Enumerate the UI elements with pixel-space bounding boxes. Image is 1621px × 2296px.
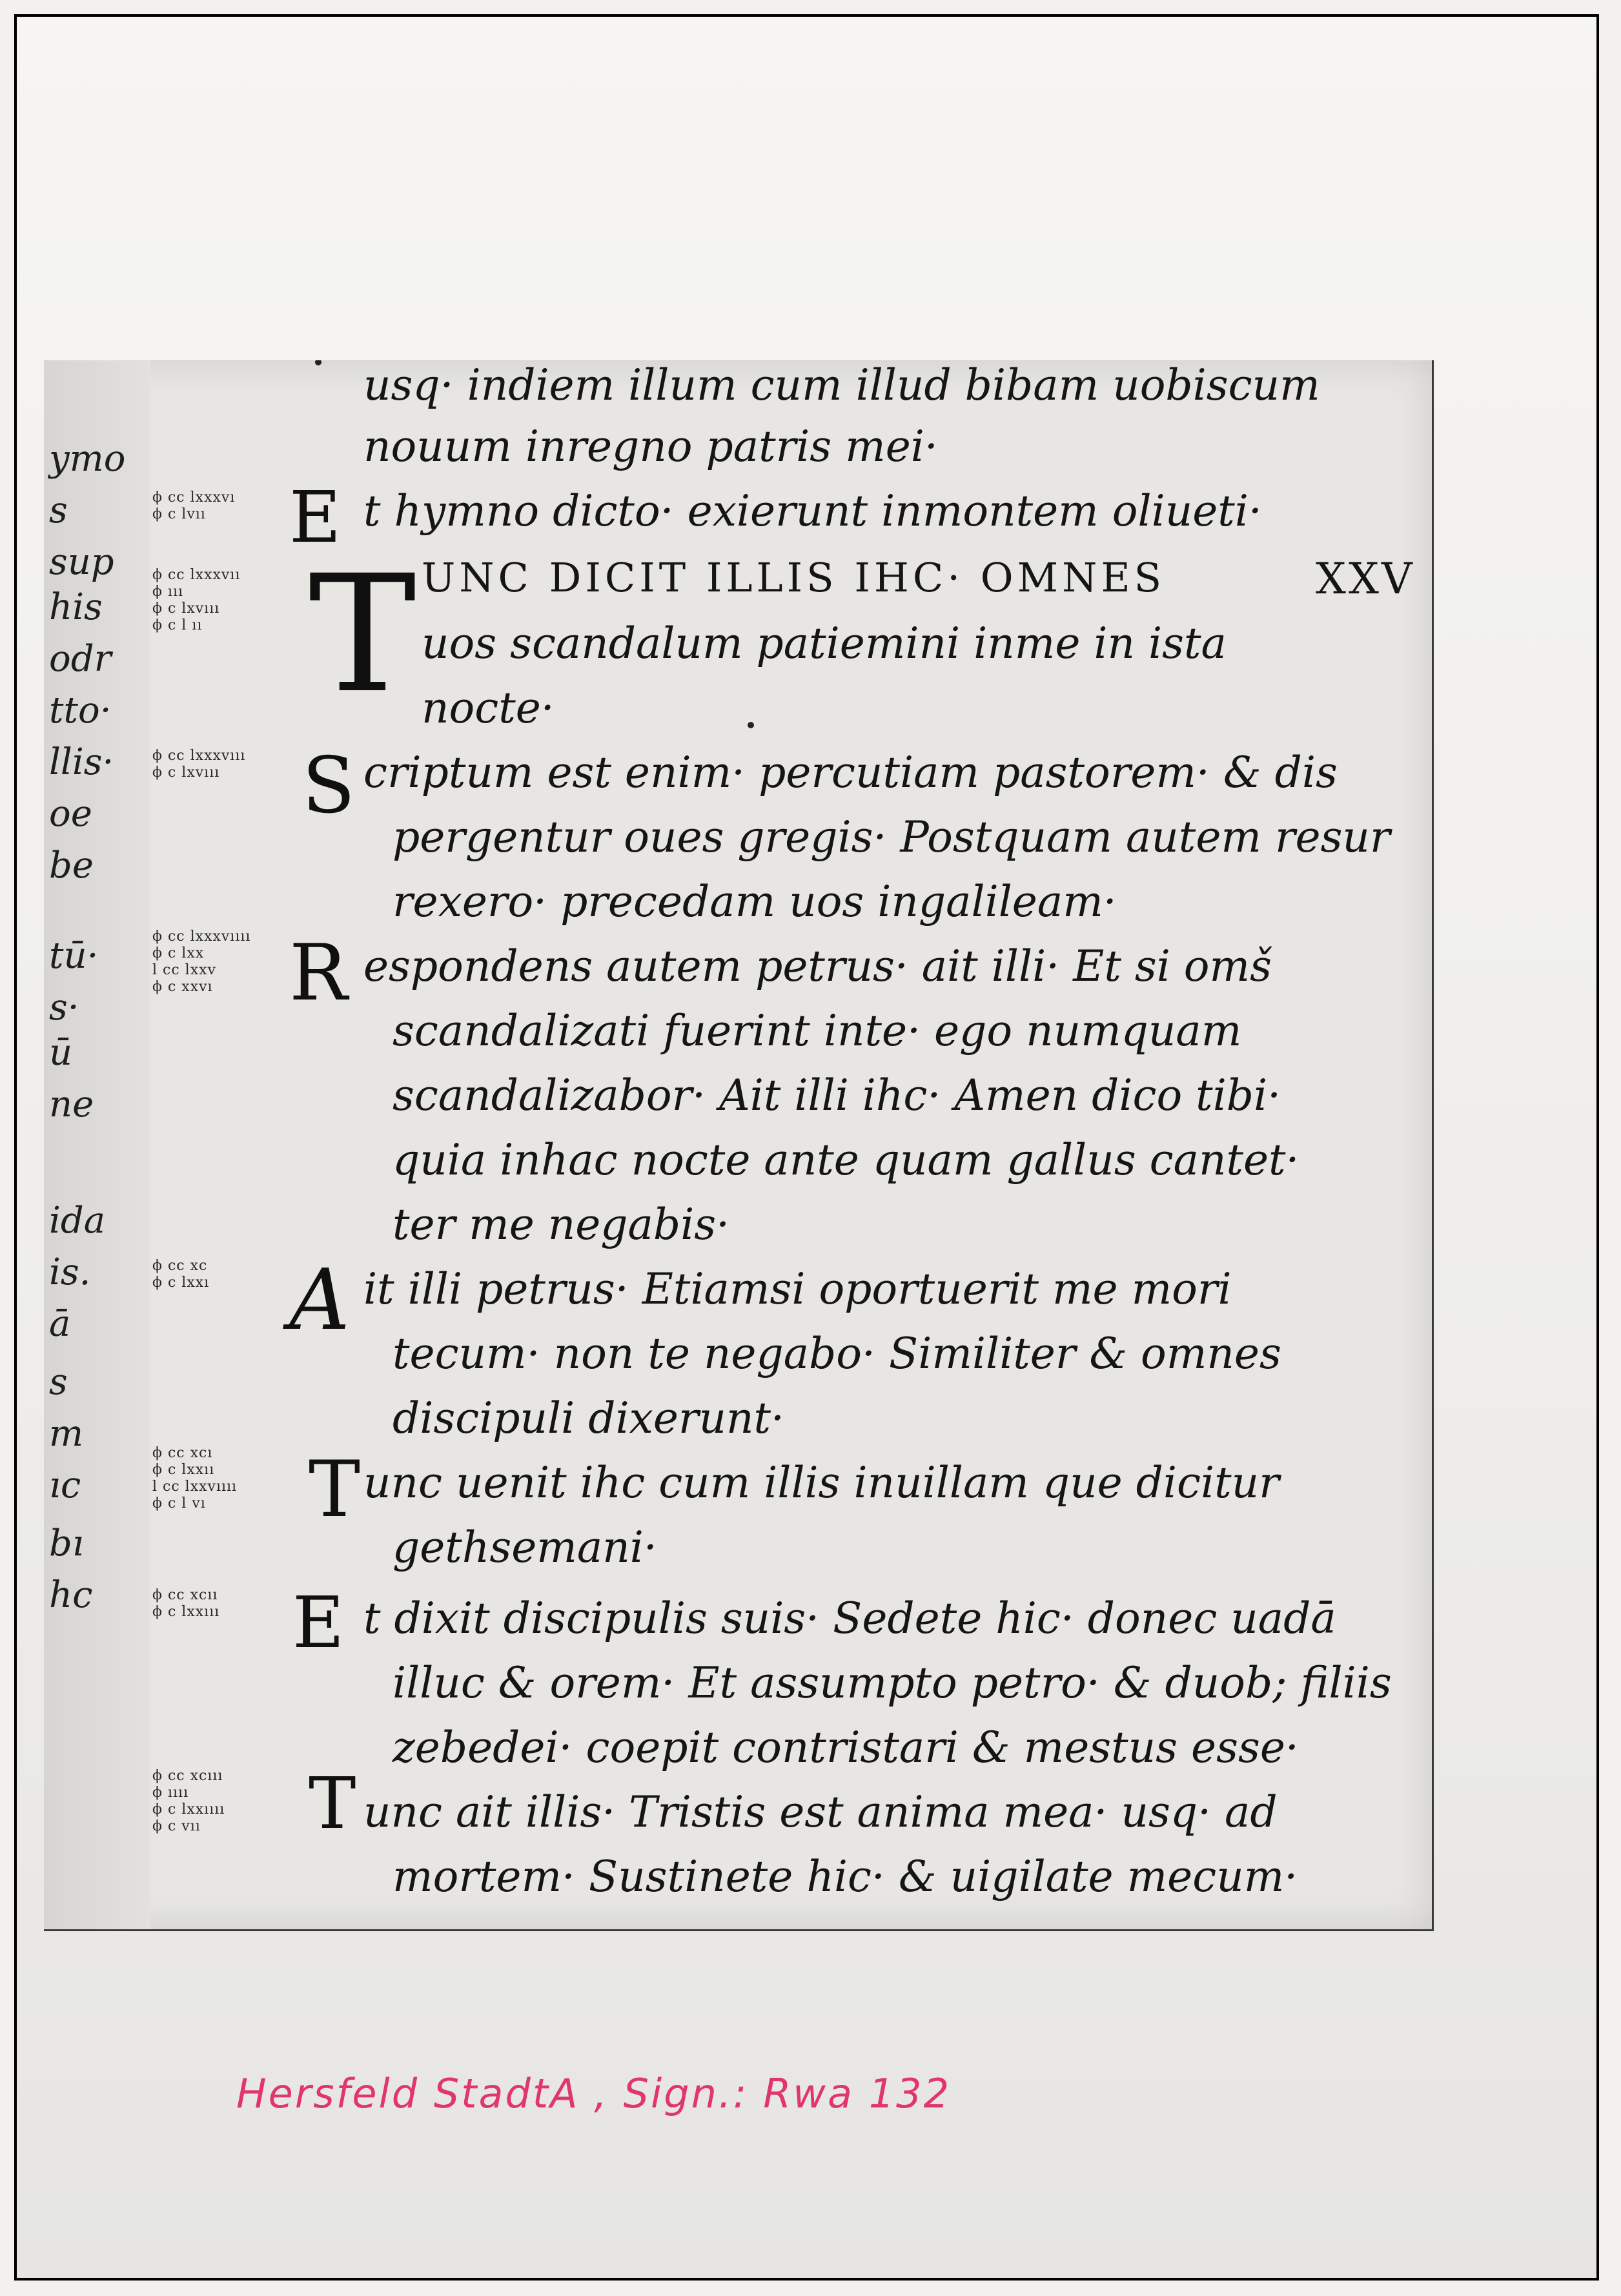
text-line: illuc & orem· Et assumpto petro· & duob; filiis	[393, 1658, 1392, 1708]
margin-note: ϕ cc lxxxvıı ϕ ııı ϕ c lxvııı ϕ c l ıı	[152, 567, 241, 633]
adjacent-folio-edge	[44, 360, 150, 1929]
edge-fragment: his	[49, 586, 103, 628]
chapter-mark: XXV	[1316, 554, 1415, 604]
text-line: t dixit discipulis suis· Sedete hic· donec uadā	[363, 1594, 1336, 1643]
edge-fragment: ıc	[49, 1464, 81, 1506]
text-line: pergentur oues gregis· Postquam autem resur	[393, 812, 1391, 862]
text-line: UNC DICIT ILLIS IHC· OMNES	[422, 554, 1166, 601]
archive-signature-note: Hersfeld StadtA , Sign.: Rwa 132	[236, 2070, 952, 2117]
initial-e: E	[292, 1581, 345, 1664]
edge-fragment: odr	[49, 638, 112, 680]
text-line: quia inhac nocte ante quam gallus cantet·	[393, 1135, 1300, 1185]
edge-fragment: tto·	[49, 690, 112, 732]
ink-dot	[315, 360, 321, 365]
text-line: usq· indiem illum cum illud bibam uobiscum	[363, 360, 1320, 410]
edge-fragment: hc	[49, 1574, 93, 1616]
edge-fragment: ymo	[49, 438, 126, 480]
edge-fragment: be	[49, 845, 94, 887]
margin-note: ϕ cc xcı ϕ c lxxıı l cc lxxvıııı ϕ c l vı	[152, 1445, 238, 1512]
scanned-sheet	[14, 14, 1599, 2281]
text-line: criptum est enim· percutiam pastorem· & dis	[363, 748, 1338, 797]
edge-fragment: s	[49, 1361, 68, 1403]
edge-fragment: m	[49, 1413, 84, 1455]
initial-t: T	[309, 1762, 356, 1845]
text-line: unc ait illis· Tristis est anima mea· usq· ad	[363, 1787, 1278, 1837]
margin-note: ϕ cc xcıı ϕ c lxxııı	[152, 1587, 220, 1620]
text-line: it illi petrus· Etiamsi oportuerit me mori	[363, 1264, 1232, 1314]
text-line: zebedei· coepit contristari & mestus esse·	[393, 1723, 1299, 1772]
edge-fragment: bı	[49, 1522, 84, 1564]
text-line: tecum· non te negabo· Similiter & omnes	[393, 1329, 1281, 1379]
initial-t: T	[309, 1445, 361, 1535]
manuscript-photograph	[44, 360, 1434, 1931]
initial-e: E	[289, 476, 342, 559]
margin-note: ϕ cc lxxxvıııı ϕ c lxx l cc lxxv ϕ c xxvı	[152, 928, 251, 995]
edge-fragment: oe	[49, 793, 92, 835]
text-line: discipuli dixerunt·	[393, 1393, 784, 1443]
text-line: t hymno dicto· exierunt inmontem oliueti·	[363, 486, 1262, 536]
text-line: gethsemani·	[393, 1522, 657, 1572]
initial-r: R	[289, 928, 348, 1018]
text-line: mortem· Sustinete hic· & uigilate mecum·	[393, 1852, 1298, 1901]
initial-s: S	[302, 741, 356, 831]
edge-fragment: s·	[49, 987, 79, 1029]
edge-fragment: ne	[49, 1083, 94, 1125]
ink-dot	[748, 722, 754, 728]
text-line: nouum inregno patris mei·	[363, 422, 938, 471]
margin-note: ϕ cc xc ϕ c lxxı	[152, 1258, 210, 1291]
margin-note: ϕ cc lxxxvııı ϕ c lxvııı	[152, 748, 246, 781]
text-line: nocte·	[422, 683, 555, 733]
text-line: uos scandalum patiemini inme in ista	[422, 619, 1227, 668]
text-line: scandalizati fuerint inte· ego numquam	[393, 1006, 1242, 1056]
text-line: espondens autem petrus· ait illi· Et si omš	[363, 941, 1272, 991]
edge-fragment: llis·	[49, 741, 114, 783]
edge-fragment: tū·	[49, 935, 99, 977]
edge-fragment: sup	[49, 541, 114, 583]
margin-note: ϕ cc lxxxvı ϕ c lvıı	[152, 489, 236, 522]
initial-a: A	[289, 1251, 350, 1349]
text-line: unc uenit ihc cum illis inuillam que dicitur	[363, 1458, 1279, 1508]
edge-fragment: is.	[49, 1251, 91, 1293]
text-line: rexero· precedam uos ingalileam·	[393, 877, 1117, 927]
edge-fragment: ū	[49, 1032, 73, 1074]
edge-fragment: s	[49, 489, 68, 531]
text-line: scandalizabor· Ait illi ihc· Amen dico tibi·	[393, 1071, 1281, 1120]
edge-fragment: ida	[49, 1200, 106, 1242]
edge-fragment: ā	[49, 1303, 71, 1345]
initial-t: T	[309, 540, 416, 728]
margin-note: ϕ cc xcııı ϕ ıııı ϕ c lxxıııı ϕ c vıı	[152, 1768, 225, 1834]
text-line: ter me negabis·	[393, 1200, 730, 1249]
